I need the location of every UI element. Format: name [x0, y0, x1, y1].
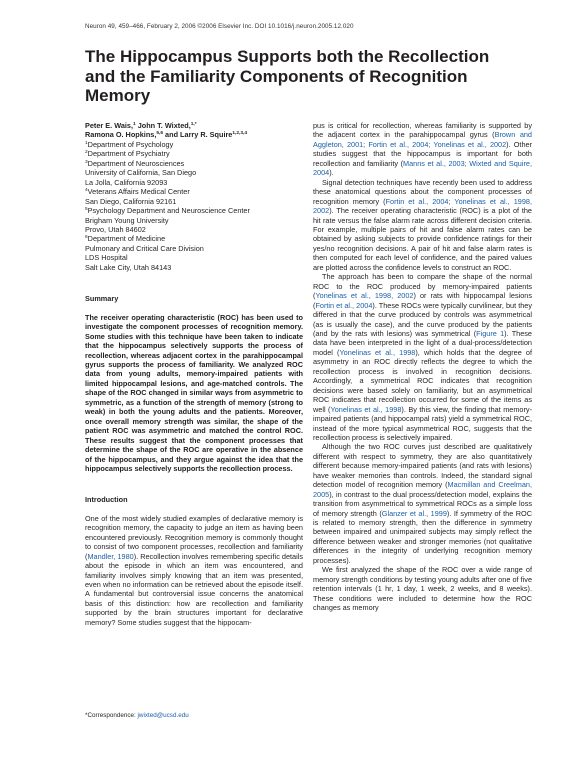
- summary-heading: Summary: [85, 294, 119, 304]
- author-superscript: 1,*: [190, 122, 197, 127]
- body-paragraph: [313, 565, 532, 612]
- affiliation-superscript: 1: [85, 140, 88, 146]
- affiliation-text: Provo, Utah 84602: [85, 224, 146, 234]
- journal-header: Neuron 49, 459–466, February 2, 2006 ©2006 Elsevier Inc. DOI 10.1016/j.neuron.2005.12.020: [85, 23, 354, 30]
- affiliation-list: [85, 140, 303, 272]
- body-text: ), which holds that the degree of asymmetry in an ROC directly reflects the degree to which the recollection process is involved in recognition decisions. Accordingly, a symmetrical ROC indicates that recognition decisions were based solely on familiarity, but an asymmetrical ROC indicates that recollection occurred for some of the items as well (: [313, 347, 532, 414]
- body-text: One of the most widely studied examples of declarative memory is recognition memory, the capacity to judge an item as having been encountered previously. Recognition memory is commonly thought to consist of two component processes, recollection and familiarity (: [85, 513, 303, 561]
- figure-link[interactable]: Figure 1: [476, 328, 505, 338]
- affiliation-superscript: 4: [85, 188, 88, 194]
- author-superscript: 5,6: [156, 131, 164, 137]
- affiliation-line: [85, 216, 303, 225]
- body-paragraph: [313, 121, 532, 178]
- citation-link[interactable]: Fortin et al., 2004; Yonelinas et al., 1998, 2002: [313, 196, 533, 216]
- right-column: [313, 121, 532, 613]
- body-text: We first analyzed the shape of the ROC over a wide range of memory strength conditions by testing young adults after one of five retention intervals (1 hr, 1 day, 1 week, 2 weeks, and 8 weeks). These conditions were included to determine how the ROC changes as memory: [313, 565, 532, 613]
- affiliation-superscript: 6: [85, 235, 88, 241]
- affiliation-line: [85, 206, 303, 215]
- citation-link[interactable]: Glanzer et al., 1999: [381, 508, 447, 518]
- affiliation-line: [85, 159, 303, 168]
- affiliation-text: Salt Lake City, Utah 84143: [85, 262, 172, 272]
- affiliation-text: San Diego, California 92161: [85, 196, 177, 206]
- affiliation-text: Department of Medicine: [87, 234, 166, 244]
- citation-link[interactable]: Fortin et al., 2004: [315, 300, 373, 310]
- author-line: [85, 130, 303, 139]
- affiliation-line: [85, 168, 303, 177]
- body-text: The approach has been to compare the shape of the normal ROC to the ROC produced by memory-impaired patients (: [313, 272, 532, 301]
- affiliation-line: [85, 244, 303, 253]
- body-text: ) or rats with hippocampal lesions (: [313, 291, 532, 310]
- affiliation-line: [85, 178, 303, 187]
- citation-link[interactable]: Macmillan and Creelman, 2005: [313, 480, 532, 499]
- affiliation-text: Pulmonary and Critical Care Division: [85, 243, 204, 253]
- affiliation-text: Department of Psychiatry: [87, 149, 170, 159]
- citation-link[interactable]: Yonelinas et al., 1998: [339, 347, 416, 357]
- left-column: [85, 121, 303, 627]
- summary-text: The receiver operating characteristic (ROC) has been used to investigate the component processes of recognition memory. Some studies with this technique have been taken to indicate that the hippocampus selectively supports the process of recollection, whereas adjacent cortex in the parahippocampal gyrus supports the process of familiarity. We analyzed ROC data from young adults, memory-impaired patients with limited hippocampal lesions, and age-matched controls. The shape of the ROC changed in similar ways from asymmetric to symmetric, as a function of the strength of memory (strong to weak) in both the young adults and the patients. Moreover, once overall memory strength was similar, the shape of the patient ROC was asymmetric and matched the control ROC. These results suggest that the component processes that determine the shape of the ROC are operative in the absence of the hippocampus, and they argue against the idea that the hippocampus selectively supports the recollection process.: [85, 312, 303, 473]
- body-text: pus is critical for recollection, whereas familiarity is supported by the adjacent cortex in the parahippocampal gyrus (: [313, 121, 532, 140]
- affiliation-line: [85, 263, 303, 272]
- affiliation-line: [85, 140, 303, 149]
- author-list: [85, 121, 303, 140]
- citation-link[interactable]: Manns et al., 2003; Wixted and Squire, 2004: [313, 158, 532, 178]
- correspondence-label: *Correspondence:: [85, 712, 138, 719]
- author-name: and Larry R. Squire: [163, 130, 233, 140]
- body-text: ). Other studies suggest that the hippocampus is important for both recollection and familiarity (: [313, 139, 532, 168]
- affiliation-text: Brigham Young University: [85, 215, 169, 225]
- body-text: ). These ROCs were typically curvilinear, but they differed in that the curve produced by controls was asymmetrical (as is usually the case), and the curve produced by the patients (and by the rats with lesions) was symmetrical (: [313, 300, 532, 338]
- introduction-paragraph: [85, 514, 303, 627]
- body-text: Although the two ROC curves just described are qualitatively different with respect to symmetry, they are also quantitatively different because memory-impaired patients (and rats with lesions) have weaker memories than controls. Indeed, the standard signal detection model of recognition memory (: [313, 442, 532, 490]
- body-text: ). These data have been interpreted in the light of a dual-process/detection model (: [313, 328, 532, 357]
- body-text: ). Recollection involves remembering specific details about the episode in which an item was encountered, and familiarity involves simply knowing that an item was presented, even when no information can be retrieved about the episode itself. A fundamental but controversial issue concerns the anatomical basis of this distinction: how are recollection and familiarity supported by the brain structures important for declarative memory? Some studies suggest that the hippocam-: [85, 551, 303, 627]
- article-title: The Hippocampus Supports both the Recollection and the Familiarity Components of Recognition Memory: [85, 47, 490, 105]
- affiliation-superscript: 3: [85, 159, 88, 165]
- affiliation-line: [85, 197, 303, 206]
- citation-link[interactable]: Brown and Aggleton, 2001; Fortin et al., 2004; Yonelinas et al., 2002: [313, 130, 532, 149]
- citation-link[interactable]: Yonelinas et al., 1998: [330, 404, 402, 414]
- affiliation-line: [85, 149, 303, 158]
- author-name: John T. Wixted,: [135, 121, 191, 130]
- affiliation-text: Department of Neurosciences: [87, 158, 185, 168]
- author-name: Ramona O. Hopkins,: [85, 130, 157, 140]
- affiliation-superscript: 2: [85, 150, 88, 156]
- body-paragraph: [313, 442, 532, 565]
- body-text: ).: [329, 168, 334, 178]
- body-text: ), in contrast to the dual process/detection model, explains the transition from asymmetrical to symmetrical ROCs as a simple loss of memory strength (: [313, 489, 532, 518]
- body-text: Signal detection techniques have recently been used to address these anatomical questions about the component processes of recognition memory (: [313, 177, 532, 206]
- author-superscript: 1,2,3,4: [232, 131, 248, 137]
- body-paragraph: [313, 178, 532, 273]
- body-text: ). By this view, the finding that memory-impaired patients (and hippocampal rats) yield a symmetrical ROC, instead of the more typical asymmetrical ROC, suggests that the recollection process is selectively impaired.: [313, 404, 532, 442]
- author-superscript: 1: [133, 122, 136, 127]
- affiliation-text: Veterans Affairs Medical Center: [87, 187, 190, 197]
- affiliation-text: University of California, San Diego: [85, 168, 197, 178]
- body-paragraph: [313, 272, 532, 442]
- author-name: Peter E. Wais,: [85, 121, 133, 130]
- affiliation-text: La Jolla, California 92093: [85, 177, 168, 187]
- introduction-heading: Introduction: [85, 495, 128, 505]
- citation-link[interactable]: Mandler, 1980: [87, 551, 134, 561]
- affiliation-line: [85, 253, 303, 262]
- affiliation-line: [85, 225, 303, 234]
- affiliation-line: [85, 187, 303, 196]
- email-link[interactable]: jwixted@ucsd.edu: [137, 712, 189, 719]
- body-text: ). If symmetry of the ROC is related to memory strength, then the difference in symmetry between impaired and unimpaired subjects may simply reflect the difference between weaker and stronger memories (not qualitative differences in the integrity of underlying recognition memory processes).: [313, 508, 532, 565]
- affiliation-text: LDS Hospital: [85, 253, 128, 263]
- affiliation-text: Psychology Department and Neuroscience Center: [87, 206, 250, 216]
- author-line: [85, 121, 303, 130]
- affiliation-text: Department of Psychology: [87, 139, 174, 149]
- affiliation-superscript: 5: [85, 207, 88, 213]
- correspondence-footnote: [85, 712, 189, 719]
- affiliation-line: [85, 234, 303, 243]
- citation-link[interactable]: Yonelinas et al., 1998, 2002: [315, 291, 414, 301]
- body-text: ). The receiver operating characteristic (ROC) is a plot of the hit rate versus the false alarm rate across different decision criteria. For example, multiple pairs of hit and false alarm rates can be obtained by asking subjects to provide confidence ratings for their yes/no recognition decisions. A pair of hit and false alarm rates is then computed for each level of confidence, and the paired values are plotted across the confidence levels to construct an ROC.: [313, 206, 532, 272]
